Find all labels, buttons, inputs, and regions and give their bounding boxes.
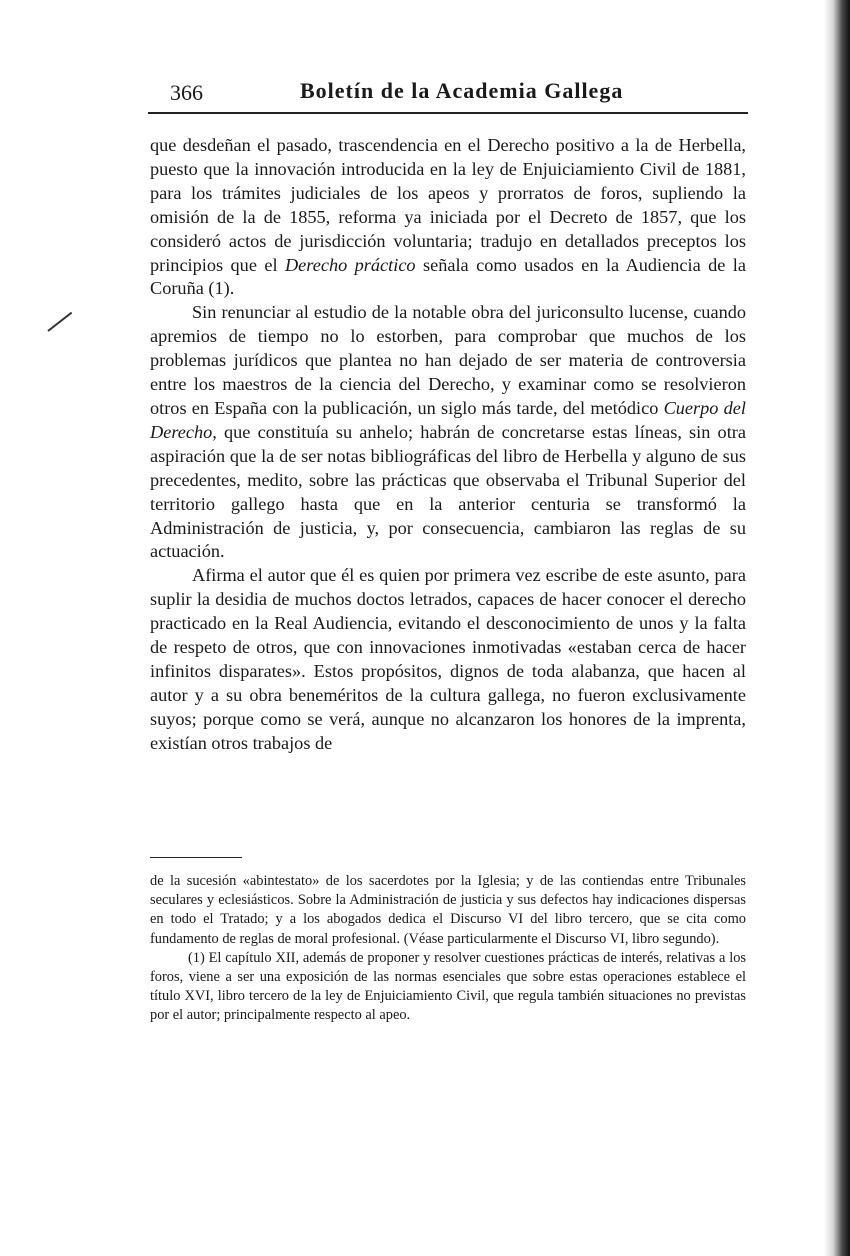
paragraph-2	[150, 301, 746, 564]
paragraph-1-italic: Derecho práctico	[284, 254, 416, 275]
paragraph-1-text: que desdeñan el pasado, trascendencia en el Derecho positivo a la de Herbella, puesto que la innovación introducida en la ley de Enjuiciamiento Civil de 1881, para los trámites judiciales de los apeos y prorratos de foros, supliendo la omisión de la de 1855, reforma ya iniciada por el Decreto de 1857, que los consideró actos de jurisdicción voluntaria; tradujo en detallados preceptos los principios que el	[150, 135, 746, 275]
paragraph-1	[150, 134, 746, 301]
header-rule	[148, 112, 748, 114]
running-title: Boletín de la Academia Gallega	[300, 78, 624, 103]
paragraph-1-end: señala como usados en la Audiencia de la Coruña (1).	[150, 254, 746, 299]
page-header	[150, 78, 750, 112]
paragraph-2-text: Sin renunciar al estudio de la notable obra del juriconsulto lucense, cuando apremios de tiempo no lo estorben, para comprobar que muchos de los problemas jurídicos que plantea no han dejado de ser materia de controversia entre los maestros de la ciencia del Derecho, y examinar como se resolvieron otros en España con la publicación, un siglo más tarde, del metódico	[150, 302, 746, 418]
footnotes	[150, 872, 746, 1026]
footnote-rule	[150, 857, 242, 858]
footnote-1: (1) El capítulo XII, además de proponer y resolver cuestiones prácticas de interés, relativas a los foros, viene a ser una exposición de las normas esenciales que sobre estas operaciones establece el título XVI, libro tercero de la ley de Enjuiciamiento Civil, que regula también situaciones no previstas por el autor; principalmente respecto al apeo.	[150, 949, 746, 1024]
margin-pencil-mark	[47, 312, 72, 332]
page-edge-shadow	[824, 0, 850, 1256]
paragraph-2-italic: Cuerpo del Derecho,	[150, 397, 747, 442]
paragraph-2-end: que constituía su anhelo; habrán de concretarse estas líneas, sin otra aspiración que la de ser notas bibliográficas del libro de Herbella y alguno de sus precedentes, medito, sobre las prácticas que observaba el Tribunal Superior del territorio gallego hasta que en la anterior centuria se transformó la Administración de justicia, y, por consecuencia, cambiaron las reglas de su actuación.	[150, 421, 746, 562]
footnote-continuation: de la sucesión «abintestato» de los sacerdotes por la Iglesia; y de las contiendas entre Tribunales seculares y eclesiásticos. Sobre la Administración de justicia y sus defectos hay indicaciones dispersas en todo el Tratado; y a los abogados dedica el Discurso VI del libro tercero, que se cita como fundamento de reglas de moral profesional. (Véase particularmente el Discurso VI, libro segundo).	[150, 873, 746, 947]
paragraph-3: Afirma el autor que él es quien por primera vez escribe de este asunto, para suplir la desidia de muchos doctos letrados, capaces de hacer conocer el derecho practicado en la Real Audiencia, evitando el desconocimiento de unos y la falta de respeto de otros, que con innovaciones inmotivadas «estaban cerca de hacer infinitos disparates». Estos propósitos, dignos de toda alabanza, que hacen al autor y a su obra beneméritos de la cultura gallega, no fueron exclusivamente suyos; porque como se verá, aunque no alcanzaron los honores de la imprenta, existían otros trabajos de	[150, 565, 746, 753]
page-number: 366	[170, 80, 203, 105]
body-text	[150, 134, 746, 756]
